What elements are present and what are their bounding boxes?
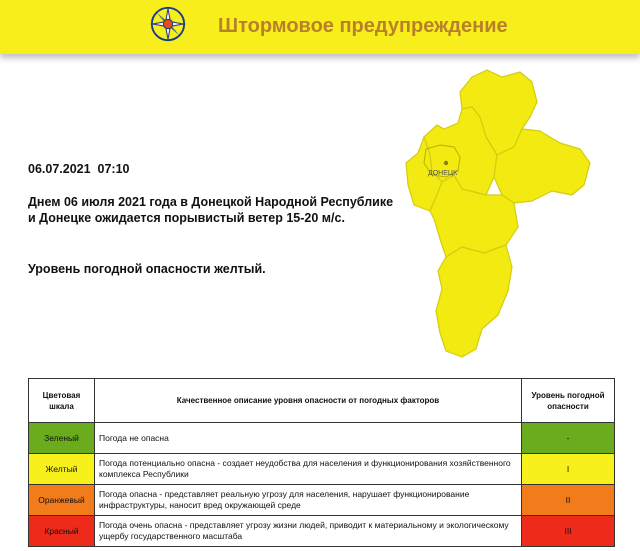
map-regions: [406, 70, 590, 357]
map-city-label: ДОНЕЦК: [428, 170, 458, 177]
level-cell-red: III: [522, 516, 615, 547]
description-cell: Погода опасна - представляет реальную угрозу для населения, нарушает функционирование инфраструктуры, наносит вред окружающей среде: [95, 485, 522, 516]
table-row-yellow: [29, 454, 615, 485]
header-bar: [0, 0, 640, 54]
table-header-row: [29, 379, 615, 423]
page-title: Штормовое предупреждение: [218, 15, 508, 37]
table-row-red: [29, 516, 615, 547]
level-cell-green: -: [522, 423, 615, 454]
level-cell-orange: II: [522, 485, 615, 516]
table-row-orange: [29, 485, 615, 516]
donetsk-city-marker: [444, 161, 448, 165]
description-cell: Погода потенциально опасна - создает неудобства для населения и функционирования хозяйственного комплекса Республики: [95, 454, 522, 485]
color-cell-green: Зеленый: [29, 423, 95, 454]
color-cell-red: Красный: [29, 516, 95, 547]
description-cell: Погода не опасна: [95, 423, 522, 454]
level-cell-yellow: I: [522, 454, 615, 485]
header-description: Качественное описание уровня опасности от погодных факторов: [95, 379, 522, 423]
alert-datetime: [28, 162, 130, 176]
color-cell-orange: Оранжевый: [29, 485, 95, 516]
alert-level-text: Уровень погодной опасности желтый.: [28, 262, 266, 276]
table-row-green: [29, 423, 615, 454]
header-color-scale: Цветовая шкала: [29, 379, 95, 423]
danger-scale-table: [28, 378, 615, 547]
header-danger-level: Уровень погодной опасности: [522, 379, 615, 423]
alert-time: 07:10: [97, 162, 130, 176]
description-cell: Погода очень опасна - представляет угрозу жизни людей, приводит к материальному и экологическому ущербу государственного масштаба: [95, 516, 522, 547]
region-map: [402, 67, 602, 363]
map-region-south: [436, 245, 512, 357]
alert-message: Днем 06 июля 2021 года в Донецкой Народной Республике и Донецке ожидается порывистый ветер 15-20 м/с.: [28, 195, 394, 225]
alert-date: 06.07.2021: [28, 162, 91, 176]
color-cell-yellow: Желтый: [29, 454, 95, 485]
emergency-ministry-emblem-icon: [149, 5, 187, 43]
